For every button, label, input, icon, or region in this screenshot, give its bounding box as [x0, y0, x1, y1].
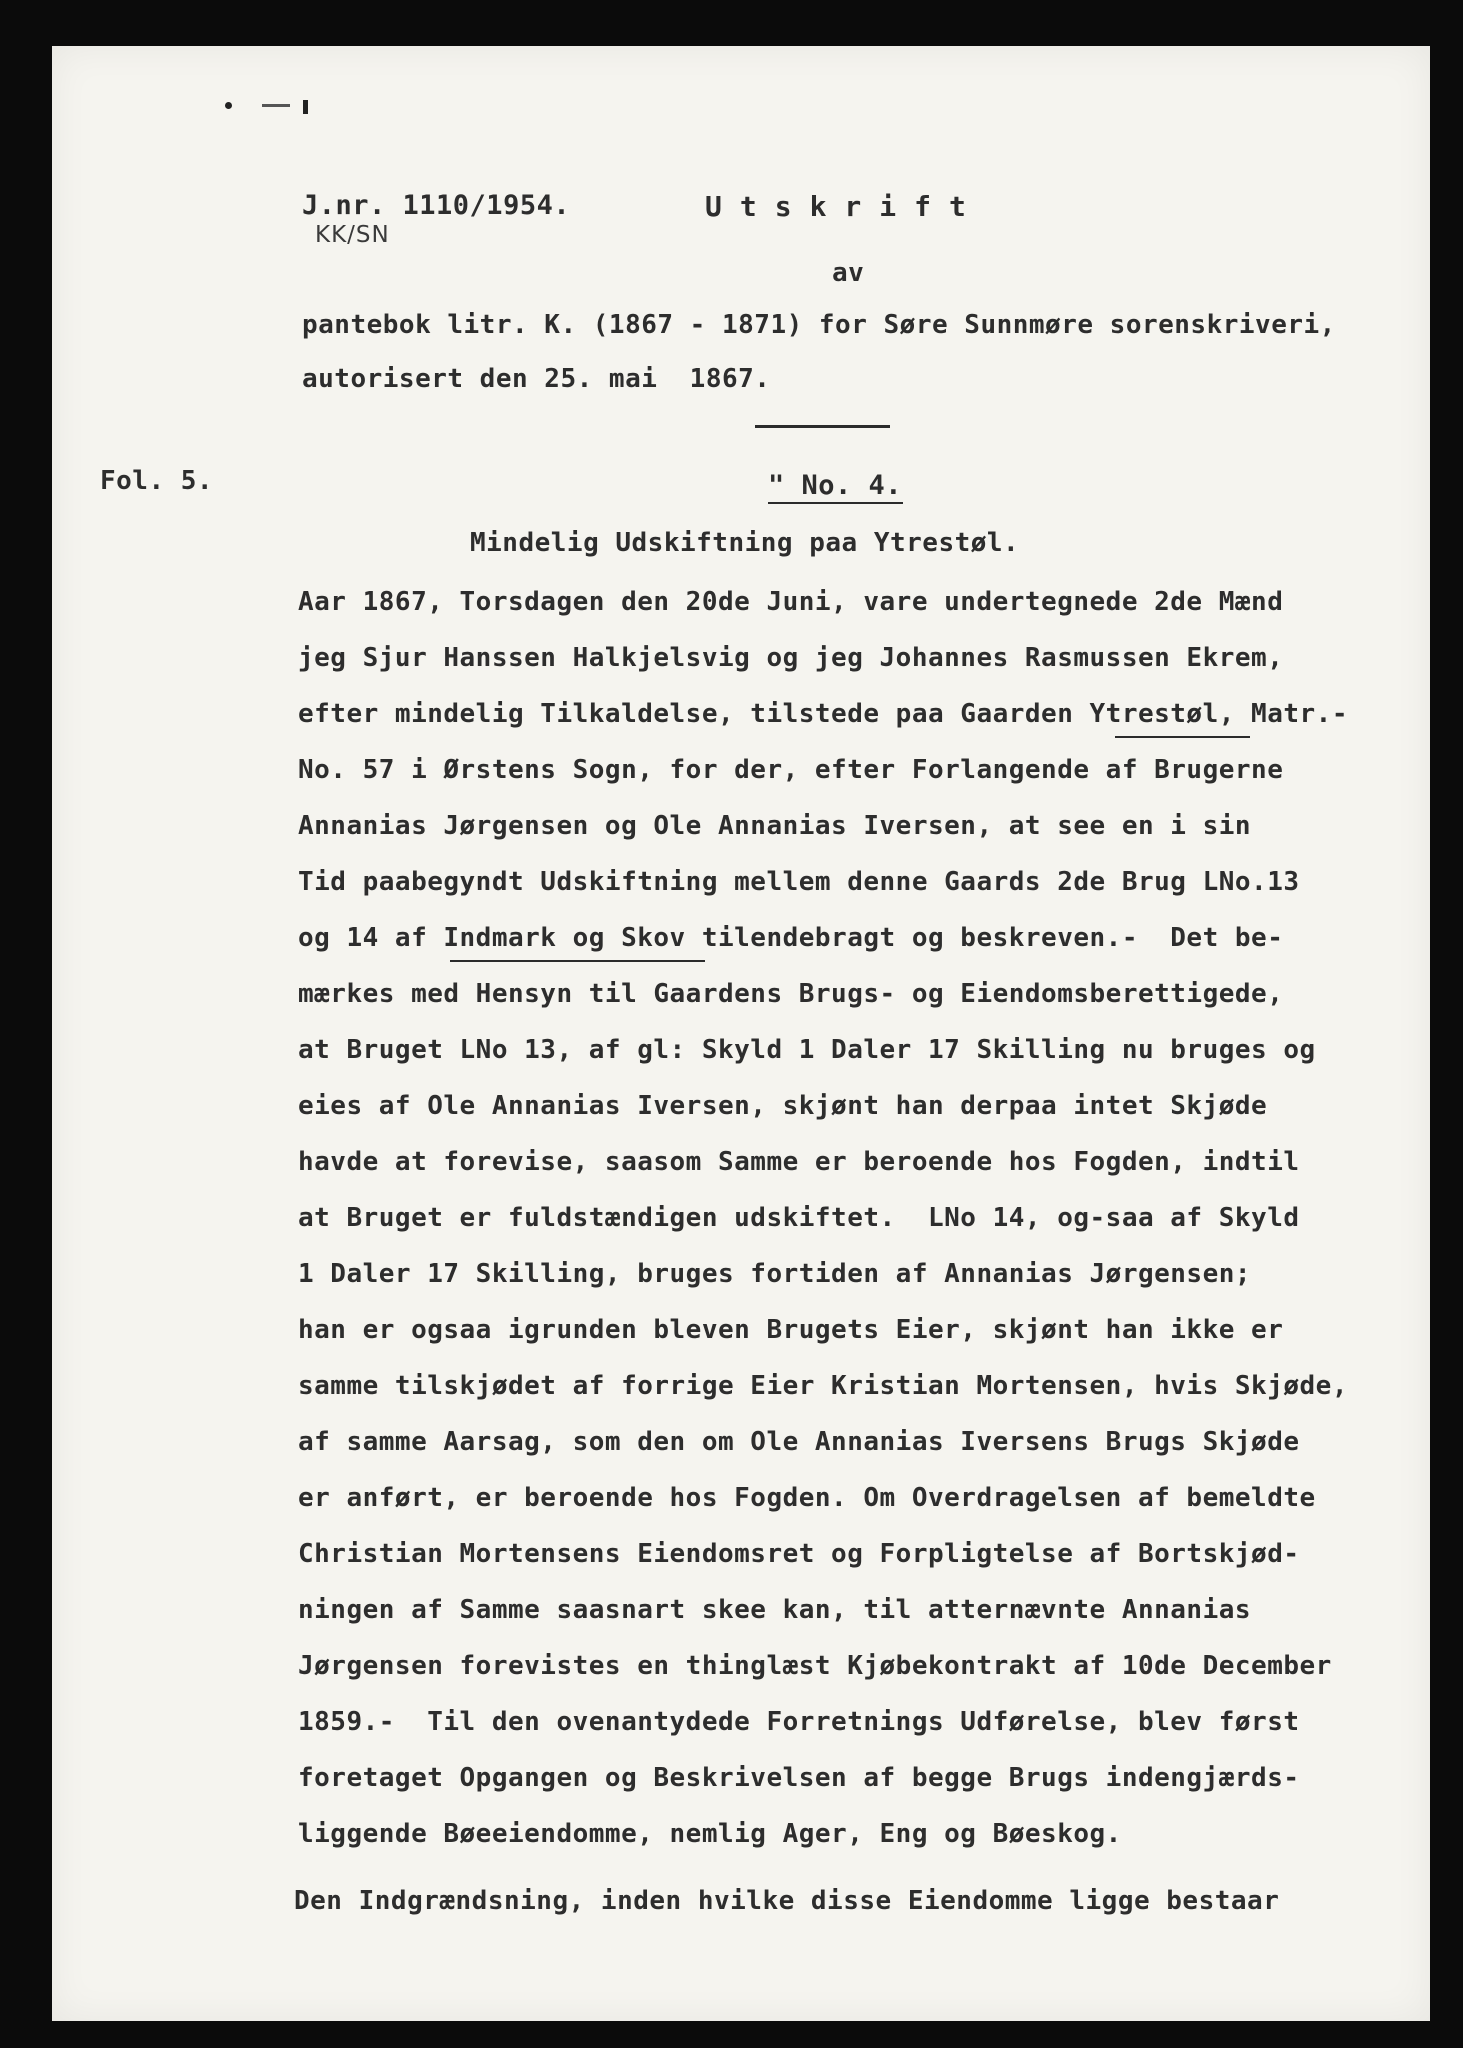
title-av: av [832, 258, 865, 288]
underline-indmark-og-skov [450, 960, 705, 962]
body-line: foretaget Opgangen og Beskrivelsen af begge Brugs indengjærds- [298, 1763, 1300, 1793]
body-line: eies af Ole Annanias Iversen, skjønt han derpaa intet Skjøde [298, 1091, 1268, 1121]
body-line: og 14 af Indmark og Skov tilendebragt og beskreven.- Det be- [298, 923, 1284, 953]
body-line: Tid paabegyndt Udskiftning mellem denne Gaards 2de Brug LNo.13 [298, 867, 1300, 897]
header-line-2: autorisert den 25. mai 1867. [302, 364, 771, 394]
body-line: 1859.- Til den ovenantydede Forretnings Udførelse, blev først [298, 1707, 1300, 1737]
body-line: Jørgensen forevistes en thinglæst Kjøbekontrakt af 10de December [298, 1651, 1332, 1681]
hole-punch-mark [262, 104, 290, 107]
body-line: af samme Aarsag, som den om Ole Annanias Iversens Brugs Skjøde [298, 1427, 1300, 1457]
entry-title: Mindelig Udskiftning paa Ytrestøl. [470, 528, 1020, 558]
body-line: er anført, er beroende hos Fogden. Om Overdragelsen af bemeldte [298, 1483, 1316, 1513]
body-line: Christian Mortensens Eiendomsret og Forpligtelse af Bortskjød- [298, 1539, 1300, 1569]
initials: KK/SN [315, 222, 390, 248]
body-line: mærkes med Hensyn til Gaardens Brugs- og Eiendomsberettigede, [298, 979, 1284, 1009]
document-title: Utskrift [705, 190, 984, 223]
body-line: 1 Daler 17 Skilling, bruges fortiden af Annanias Jørgensen; [298, 1259, 1252, 1289]
journal-number: J.nr. 1110/1954. [302, 190, 571, 221]
body-line: Den Indgrændsning, inden hvilke disse Eiendomme ligge bestaar [294, 1886, 1280, 1916]
folio-label: Fol. 5. [100, 466, 214, 496]
body-line: han er ogsaa igrunden bleven Brugets Eier, skjønt han ikke er [298, 1315, 1284, 1345]
body-line: liggende Bøeeiendomme, nemlig Ager, Eng og Bøeskog. [298, 1819, 1122, 1849]
body-line: at Bruget LNo 13, af gl: Skyld 1 Daler 17 Skilling nu bruges og [298, 1035, 1316, 1065]
body-line: samme tilskjødet af forrige Eier Kristian Mortensen, hvis Skjøde, [298, 1371, 1348, 1401]
underline-ytrestol [1115, 736, 1250, 738]
body-line: Annanias Jørgensen og Ole Annanias Iversen, at see en i sin [298, 811, 1252, 841]
body-line: jeg Sjur Hanssen Halkjelsvig og jeg Johannes Rasmussen Ekrem, [298, 643, 1284, 673]
body-line: efter mindelig Tilkaldelse, tilstede paa Gaarden Ytrestøl, Matr.- [298, 699, 1348, 729]
body-line: Aar 1867, Torsdagen den 20de Juni, vare undertegnede 2de Mænd [298, 587, 1284, 617]
body-line: ningen af Samme saasnart skee kan, til atternævnte Annanias [298, 1595, 1252, 1625]
entry-number-underline [768, 502, 903, 504]
body-line: at Bruget er fuldstændigen udskiftet. LNo 14, og-saa af Skyld [298, 1203, 1300, 1233]
body-line: No. 57 i Ørstens Sogn, for der, efter Forlangende af Brugerne [298, 755, 1284, 785]
body-line: havde at forevise, saasom Samme er beroende hos Fogden, indtil [298, 1147, 1300, 1177]
header-divider [755, 425, 890, 428]
header-line-1: pantebok litr. K. (1867 - 1871) for Søre Sunnmøre sorenskriveri, [302, 310, 1336, 340]
hole-punch-mark [225, 102, 232, 109]
hole-punch-mark [303, 100, 308, 114]
entry-number: " No. 4. [768, 470, 903, 501]
